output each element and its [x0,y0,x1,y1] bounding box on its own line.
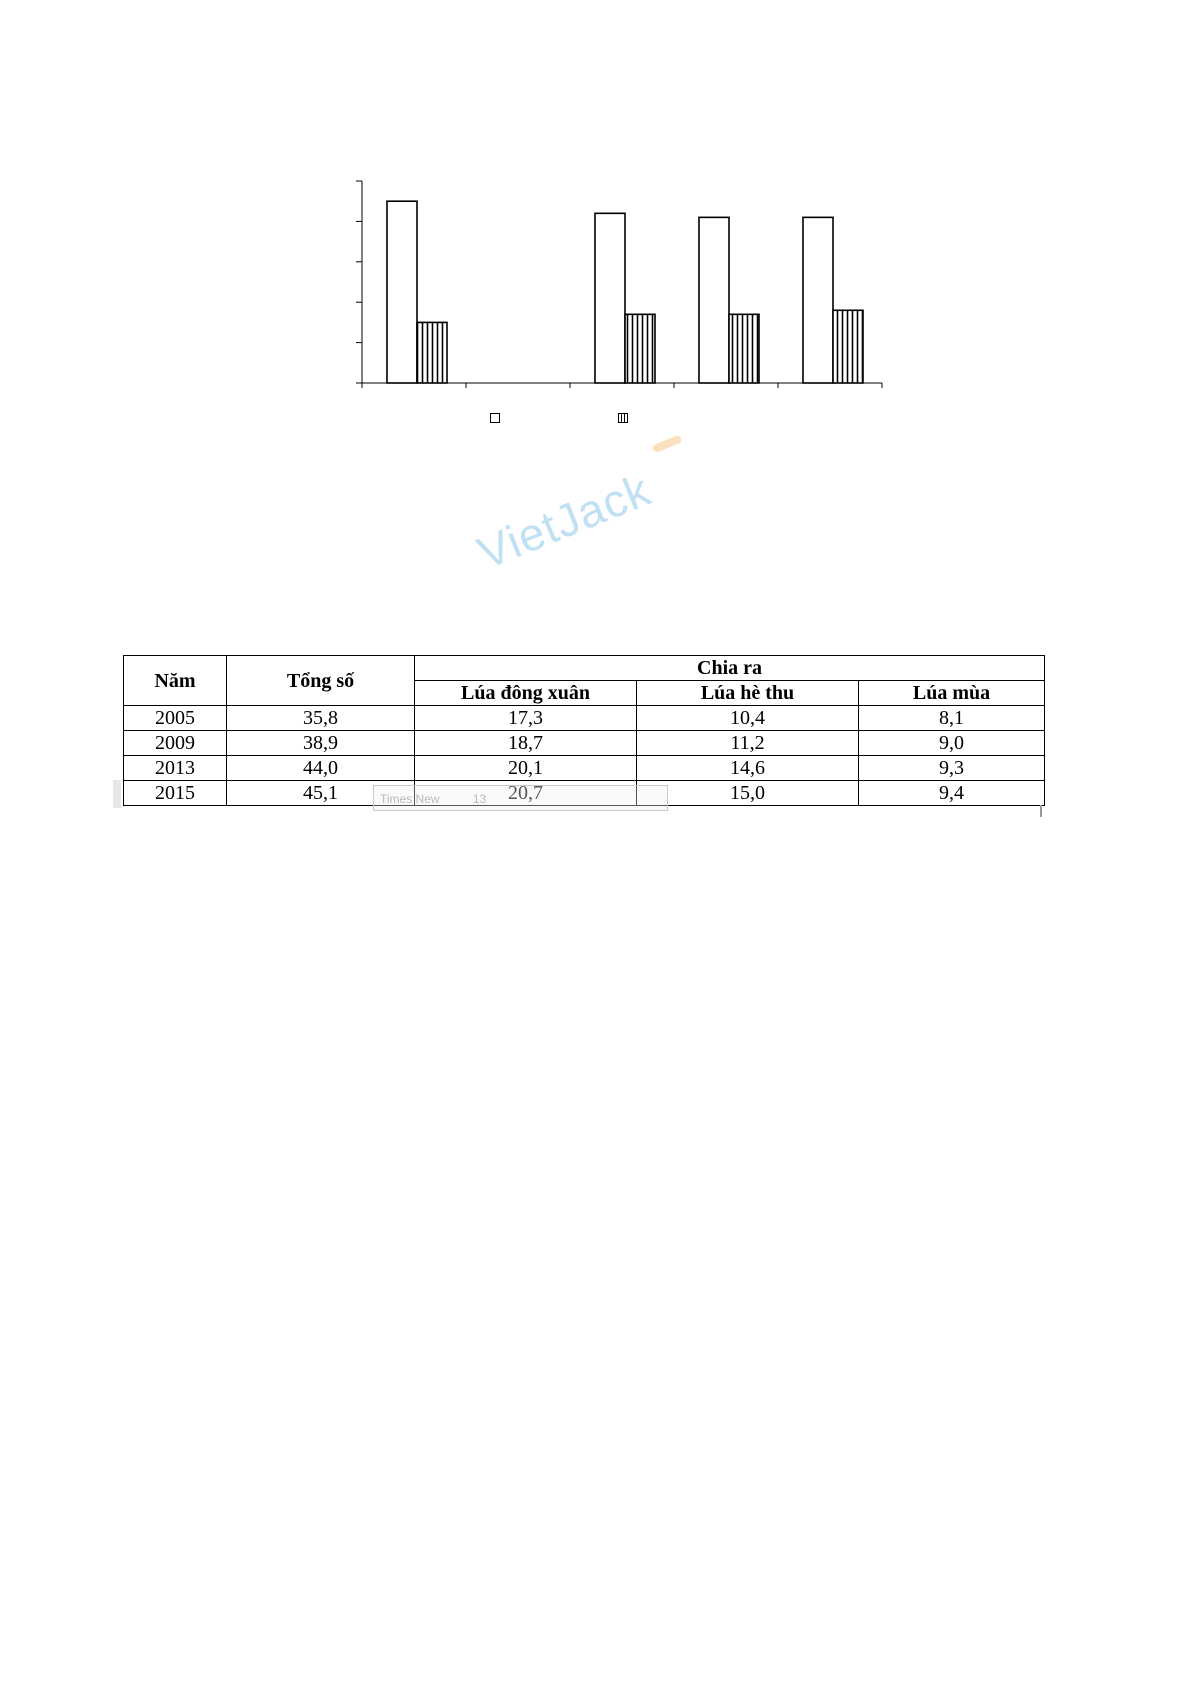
chart-legend [490,413,690,433]
cell-summer-autumn: 14,6 [637,756,859,781]
table-row [124,756,1045,781]
header-seasonal-rice: Lúa mùa [859,681,1045,706]
table-row [124,706,1045,731]
bar [595,213,625,383]
cell-winter-spring: 20,7 [415,781,637,806]
cell-seasonal: 9,4 [859,781,1045,806]
legend-swatch-series-1 [490,413,500,423]
cell-total: 44,0 [227,756,415,781]
ghost-font-name: Times New [380,792,440,806]
bar [699,217,729,383]
legend-swatch-series-2 [618,413,628,423]
ghost-artifact-right [1040,805,1042,817]
bar [833,310,863,383]
cell-seasonal: 9,0 [859,731,1045,756]
cell-total: 35,8 [227,706,415,731]
bar [387,201,417,383]
watermark-text: VietJack [470,463,658,580]
cell-winter-spring: 18,7 [415,731,637,756]
cell-total: 38,9 [227,731,415,756]
cell-year: 2015 [124,781,227,806]
cell-total: 45,1 [227,781,415,806]
bar [625,314,655,383]
cell-year: 2009 [124,731,227,756]
header-total: Tổng số [227,656,415,706]
bar [803,217,833,383]
cell-seasonal: 9,3 [859,756,1045,781]
ghost-artifact-left [113,780,121,808]
cell-winter-spring: 17,3 [415,706,637,731]
cell-seasonal: 8,1 [859,706,1045,731]
header-year: Năm [124,656,227,706]
header-breakdown: Chia ra [415,656,1045,681]
cell-summer-autumn: 15,0 [637,781,859,806]
cell-summer-autumn: 11,2 [637,731,859,756]
ghost-font-size: 13 [472,792,487,806]
bar [417,322,447,383]
rice-output-table [123,655,1045,806]
bar [729,314,759,383]
cell-year: 2013 [124,756,227,781]
cell-winter-spring: 20,1 [415,756,637,781]
table-row [124,731,1045,756]
header-winter-spring-rice: Lúa đông xuân [415,681,637,706]
watermark-logo [470,462,658,580]
cell-summer-autumn: 10,4 [637,706,859,731]
bar-chart [340,165,900,455]
cell-year: 2005 [124,706,227,731]
ghost-format-toolbar [373,785,668,811]
header-summer-autumn-rice: Lúa hè thu [637,681,859,706]
